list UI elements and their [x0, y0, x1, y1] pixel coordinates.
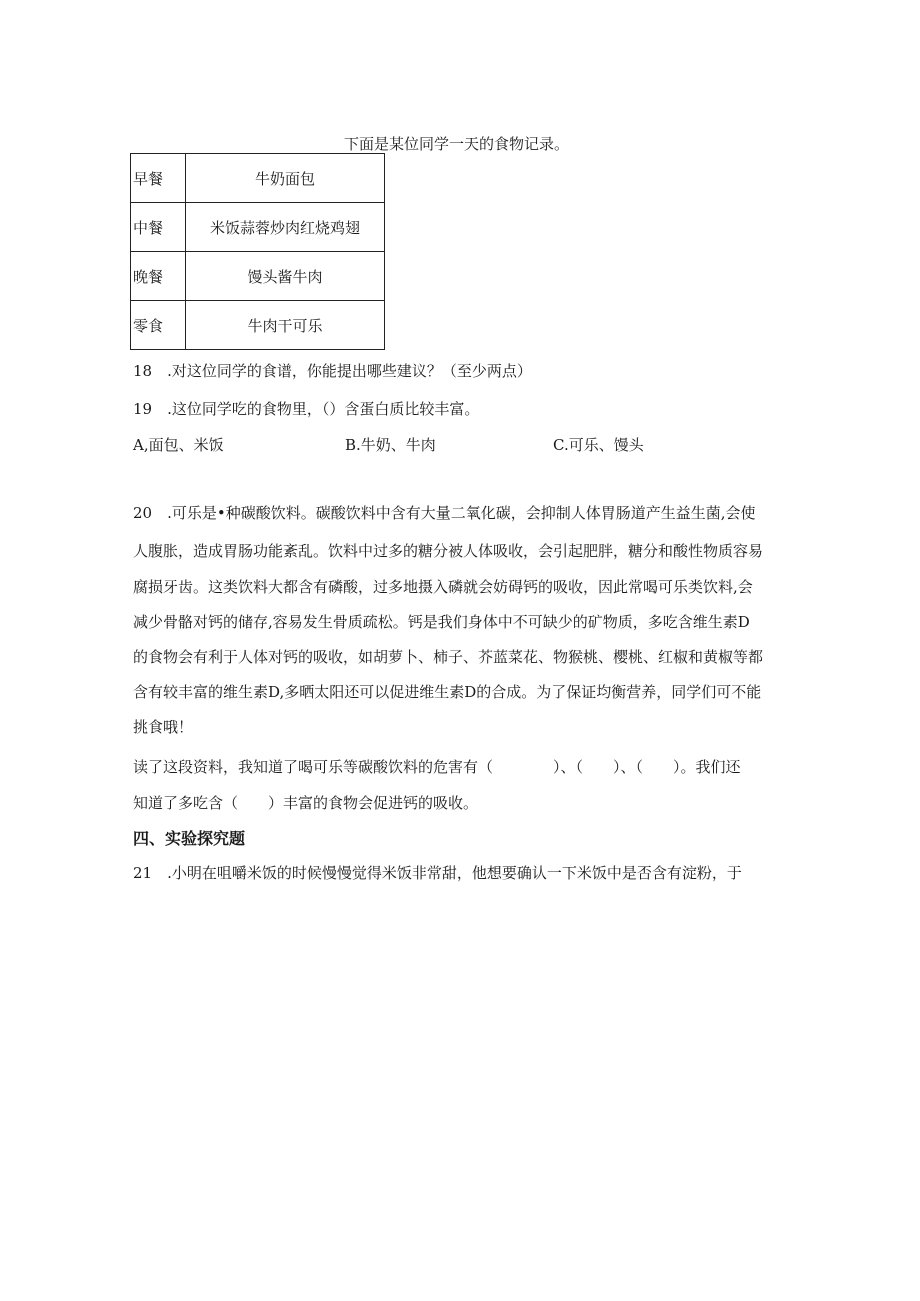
- question-18: 18 .对这位同学的食谱，你能提出哪些建议？（至少两点）: [133, 362, 532, 380]
- table-row: [131, 154, 385, 203]
- q20-paragraph-line: 20 .可乐是•种碳酸饮料。碳酸饮料中含有大量二氧化碳，会抑制人体胃肠道产生益生菌,会使: [133, 504, 756, 522]
- q20-paragraph-line: 腐损牙齿。这类饮料大都含有磷酸，过多地摄入磷就会妨碍钙的吸收，因此常喝可乐类饮料,会: [133, 578, 753, 596]
- meal-label: 晚餐: [131, 252, 186, 301]
- meal-food: 牛肉干可乐: [186, 301, 385, 350]
- q20-paragraph-line: 的食物会有利于人体对钙的吸收，如胡萝卜、柿子、芥蓝菜花、物猴桃、樱桃、红椒和黄椒等都: [133, 648, 764, 666]
- q20-paragraph-line: 人腹胀，造成胃肠功能紊乱。饮料中过多的糖分被人体吸收，会引起肥胖，糖分和酸性物质容易: [133, 542, 764, 560]
- meal-label: 零食: [131, 301, 186, 350]
- meal-label: 早餐: [131, 154, 186, 203]
- question-21: 21 .小明在咀嚼米饭的时候慢慢觉得米饭非常甜，他想要确认一下米饭中是否含有淀粉，于: [133, 864, 742, 882]
- table-row: [131, 301, 385, 350]
- section-heading: 四、实验探究题: [133, 829, 246, 848]
- food-record-table: [130, 153, 385, 350]
- question-19: 19 .这位同学吃的食物里，（）含蛋白质比较丰富。: [133, 400, 480, 418]
- q20-paragraph-line: 减少骨骼对钙的储存,容易发生骨质疏松。钙是我们身体中不可缺少的矿物质，多吃含维生素D: [133, 613, 750, 631]
- meal-label: 中餐: [131, 203, 186, 252]
- meal-food: 牛奶面包: [186, 154, 385, 203]
- option-c: C.可乐、馒头: [553, 436, 644, 454]
- table-row: [131, 252, 385, 301]
- q20-fill-line: 读了这段资料，我知道了喝可乐等碳酸饮料的危害有（ ）、（ ）、（ ）。我们还: [133, 758, 741, 776]
- option-a: A,面包、米饭: [133, 436, 224, 454]
- option-b: B.牛奶、牛肉: [345, 436, 436, 454]
- table-row: [131, 203, 385, 252]
- meal-food: 馒头酱牛肉: [186, 252, 385, 301]
- q20-paragraph-line: 挑食哦！: [133, 718, 194, 736]
- meal-food: 米饭蒜蓉炒肉红烧鸡翅: [186, 203, 385, 252]
- q20-paragraph-line: 含有较丰富的维生素D,多晒太阳还可以促进维生素D的合成。为了保证均衡营养，同学们可不能: [133, 683, 762, 701]
- table-caption: 下面是某位同学一天的食物记录。: [344, 135, 570, 153]
- q20-fill-line: 知道了多吃含（ ）丰富的食物会促进钙的吸收。: [133, 794, 479, 812]
